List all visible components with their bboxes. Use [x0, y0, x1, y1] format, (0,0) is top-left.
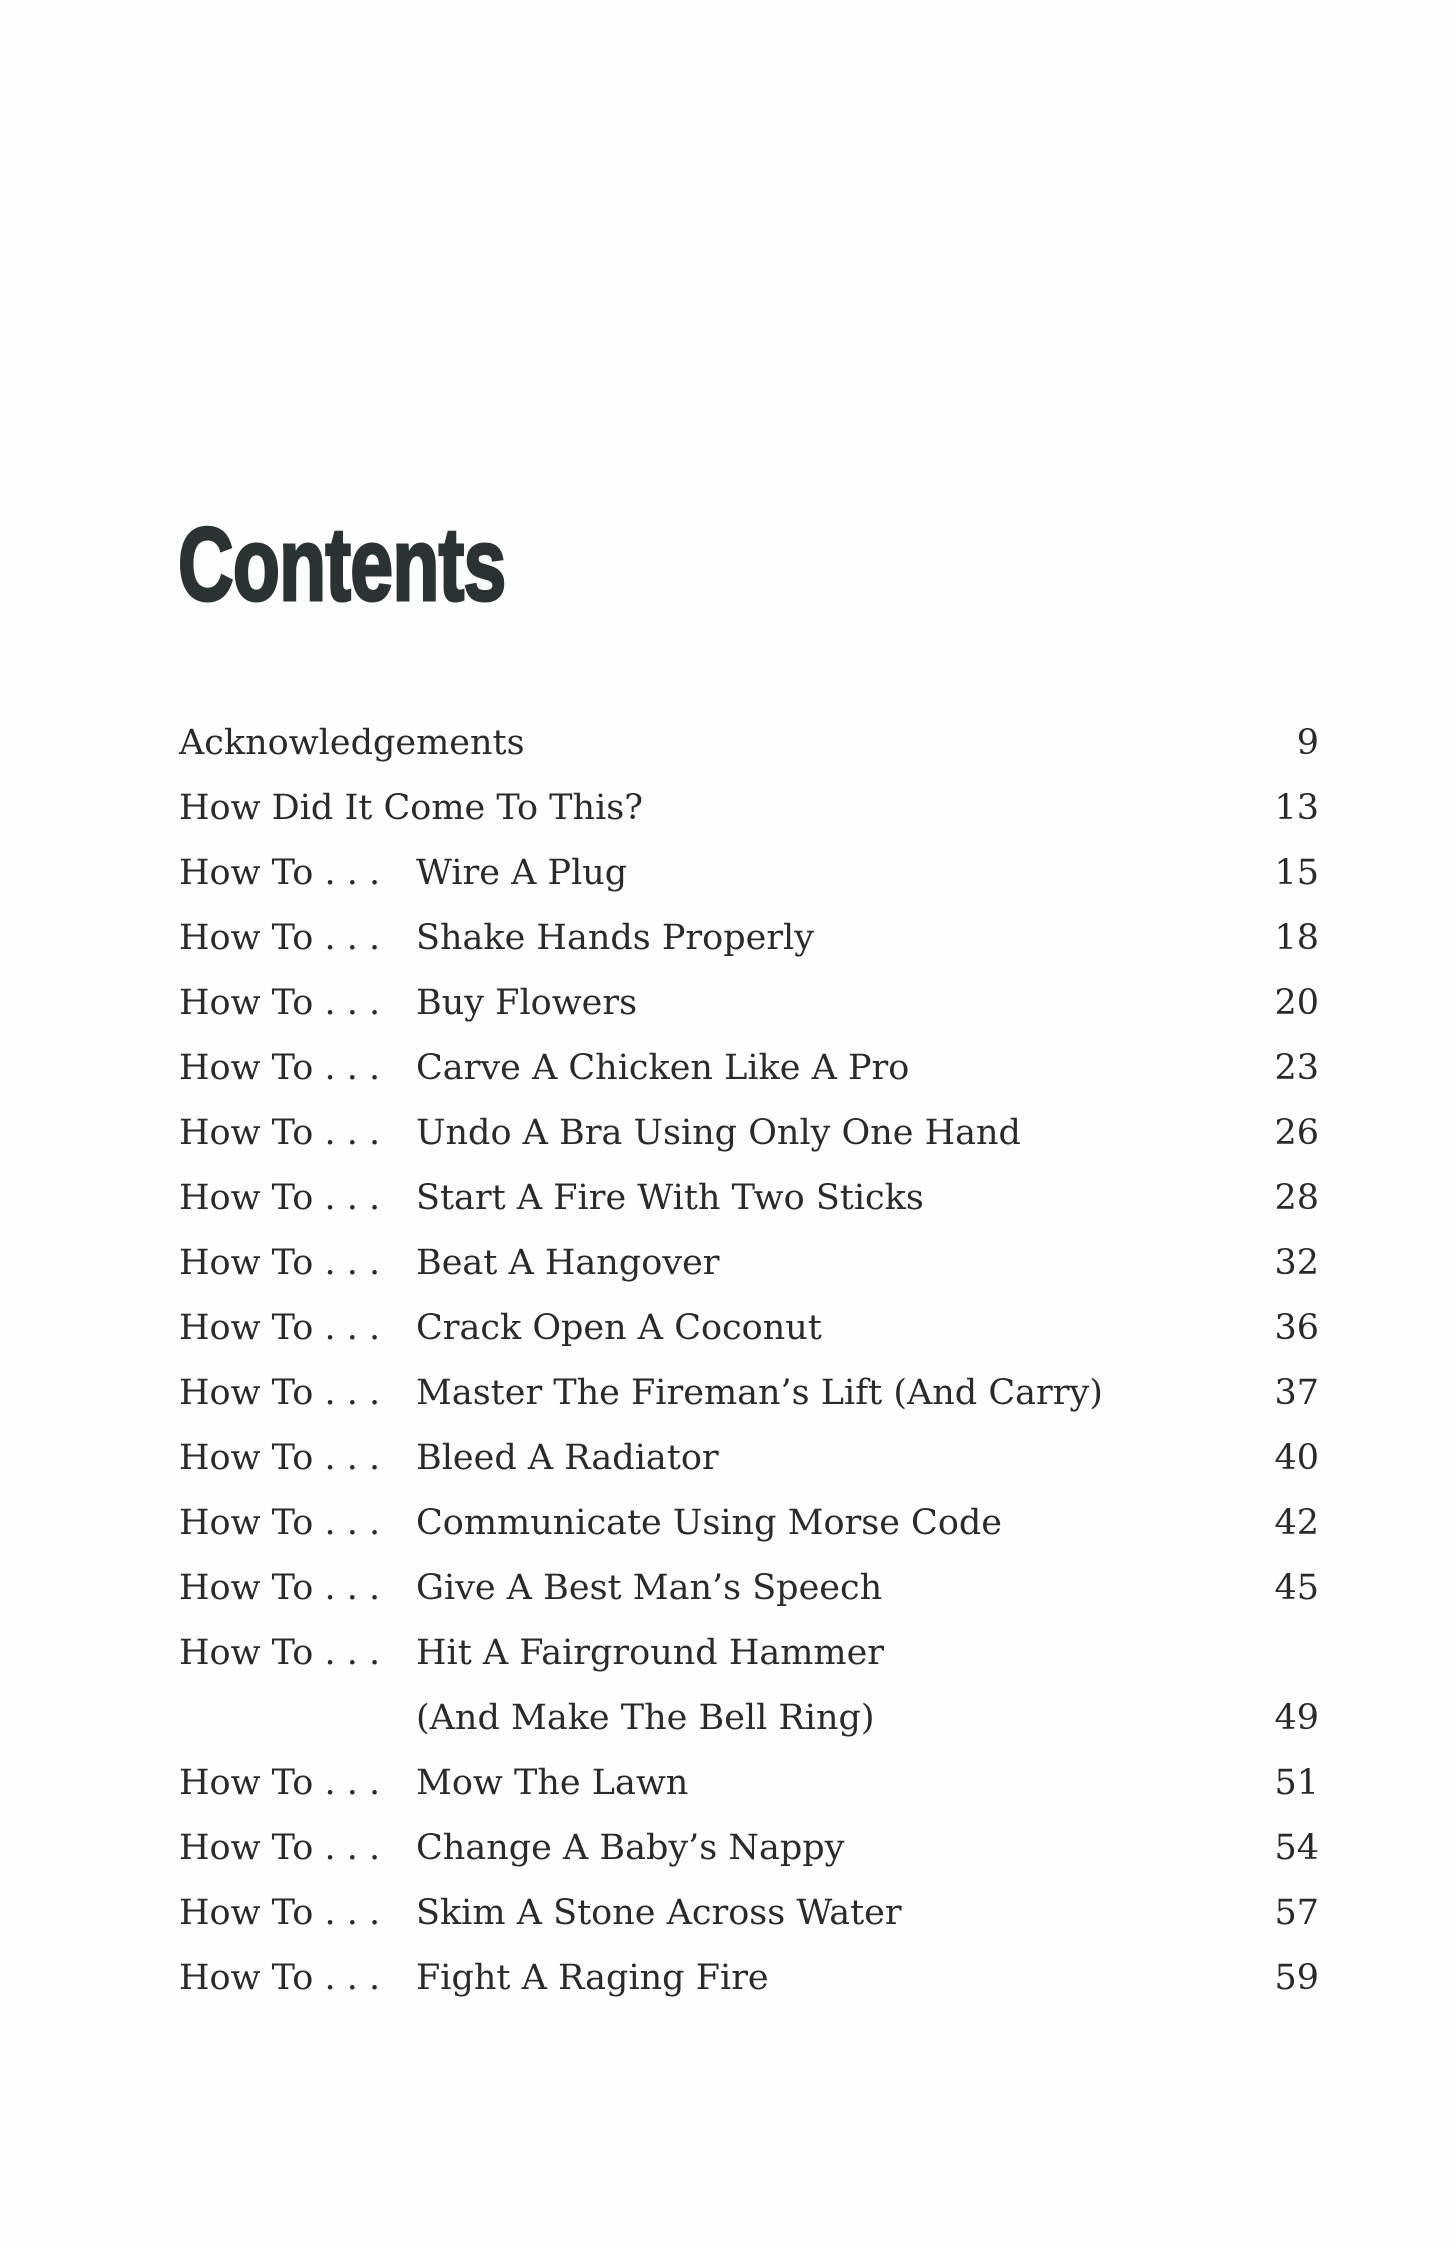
entry-title: How Did It Come To This?	[179, 788, 643, 828]
entry-page-number: 59	[1274, 1958, 1319, 1998]
entry-page-number: 18	[1274, 918, 1319, 958]
toc-entry	[179, 1361, 1319, 1426]
entry-prefix: How To . . .	[179, 1633, 381, 1673]
toc-entry	[179, 1231, 1319, 1296]
entry-title: Start A Fire With Two Sticks	[416, 1178, 924, 1218]
entry-prefix: How To . . .	[179, 1178, 381, 1218]
toc-entry	[179, 906, 1319, 971]
entry-title: Bleed A Radiator	[416, 1438, 719, 1478]
toc-entry	[179, 1881, 1319, 1946]
entry-page-number: 13	[1274, 788, 1319, 828]
entry-prefix: How To . . .	[179, 1958, 381, 1998]
entry-page-number: 26	[1274, 1113, 1319, 1153]
entry-page-number: 54	[1274, 1828, 1319, 1868]
entry-title: Communicate Using Morse Code	[416, 1503, 1003, 1543]
entry-prefix: How To . . .	[179, 1763, 381, 1803]
entry-page-number: 15	[1274, 853, 1319, 893]
table-of-contents	[179, 711, 1319, 2011]
entry-prefix: How To . . .	[179, 918, 381, 958]
toc-entry	[179, 1946, 1319, 2011]
entry-page-number: 45	[1274, 1568, 1319, 1608]
entry-prefix: How To . . .	[179, 1503, 381, 1543]
toc-entry	[179, 1426, 1319, 1491]
toc-entry	[179, 776, 1319, 841]
toc-entry	[179, 1751, 1319, 1816]
entry-prefix: How To . . .	[179, 1568, 381, 1608]
toc-entry	[179, 841, 1319, 906]
entry-title: Beat A Hangover	[416, 1243, 720, 1283]
entry-page-number: 49	[1274, 1698, 1319, 1738]
entry-prefix: How To . . .	[179, 1828, 381, 1868]
entry-prefix: How To . . .	[179, 1308, 381, 1348]
entry-title: Crack Open A Coconut	[416, 1308, 822, 1348]
toc-entry	[179, 1296, 1319, 1361]
entry-title: Shake Hands Properly	[416, 918, 815, 958]
toc-entry	[179, 1816, 1319, 1881]
entry-page-number: 32	[1274, 1243, 1319, 1283]
entry-page-number	[1219, 1621, 1319, 1686]
entry-page-number: 9	[1296, 723, 1319, 763]
entry-prefix	[179, 1686, 416, 1751]
entry-page-number: 28	[1274, 1178, 1319, 1218]
entry-prefix: How To . . .	[179, 1243, 381, 1283]
entry-title: Carve A Chicken Like A Pro	[416, 1048, 910, 1088]
toc-entry	[179, 1621, 1319, 1686]
toc-entry	[179, 1556, 1319, 1621]
entry-prefix: How To . . .	[179, 983, 381, 1023]
entry-page-number: 40	[1274, 1438, 1319, 1478]
toc-entry	[179, 1101, 1319, 1166]
entry-title: Master The Fireman’s Lift (And Carry)	[416, 1373, 1103, 1413]
entry-title: Wire A Plug	[416, 853, 628, 893]
toc-entry	[179, 1491, 1319, 1556]
entry-title: Acknowledgements	[179, 723, 525, 763]
entry-page-number: 37	[1274, 1373, 1319, 1413]
entry-page-number: 20	[1274, 983, 1319, 1023]
entry-prefix: How To . . .	[179, 1113, 381, 1153]
toc-entry	[179, 1686, 1319, 1751]
toc-entry	[179, 1166, 1319, 1231]
entry-prefix: How To . . .	[179, 1373, 381, 1413]
toc-entry	[179, 711, 1319, 776]
toc-entry	[179, 971, 1319, 1036]
entry-title: Mow The Lawn	[416, 1763, 689, 1803]
entry-title: Hit A Fairground Hammer	[416, 1633, 885, 1673]
entry-title: Fight A Raging Fire	[416, 1958, 769, 1998]
entry-title: (And Make The Bell Ring)	[416, 1698, 875, 1738]
entry-title: Buy Flowers	[416, 983, 638, 1023]
entry-page-number: 23	[1274, 1048, 1319, 1088]
page-title: Contents	[178, 507, 506, 623]
entry-page-number: 42	[1274, 1503, 1319, 1543]
entry-prefix: How To . . .	[179, 853, 381, 893]
entry-page-number: 36	[1274, 1308, 1319, 1348]
toc-entry	[179, 1036, 1319, 1101]
entry-title: Give A Best Man’s Speech	[416, 1568, 883, 1608]
entry-page-number: 51	[1274, 1763, 1319, 1803]
entry-title: Change A Baby’s Nappy	[416, 1828, 845, 1868]
entry-page-number: 57	[1274, 1893, 1319, 1933]
entry-prefix: How To . . .	[179, 1438, 381, 1478]
entry-title: Undo A Bra Using Only One Hand	[416, 1113, 1021, 1153]
entry-title: Skim A Stone Across Water	[416, 1893, 902, 1933]
entry-prefix: How To . . .	[179, 1048, 381, 1088]
entry-prefix: How To . . .	[179, 1893, 381, 1933]
